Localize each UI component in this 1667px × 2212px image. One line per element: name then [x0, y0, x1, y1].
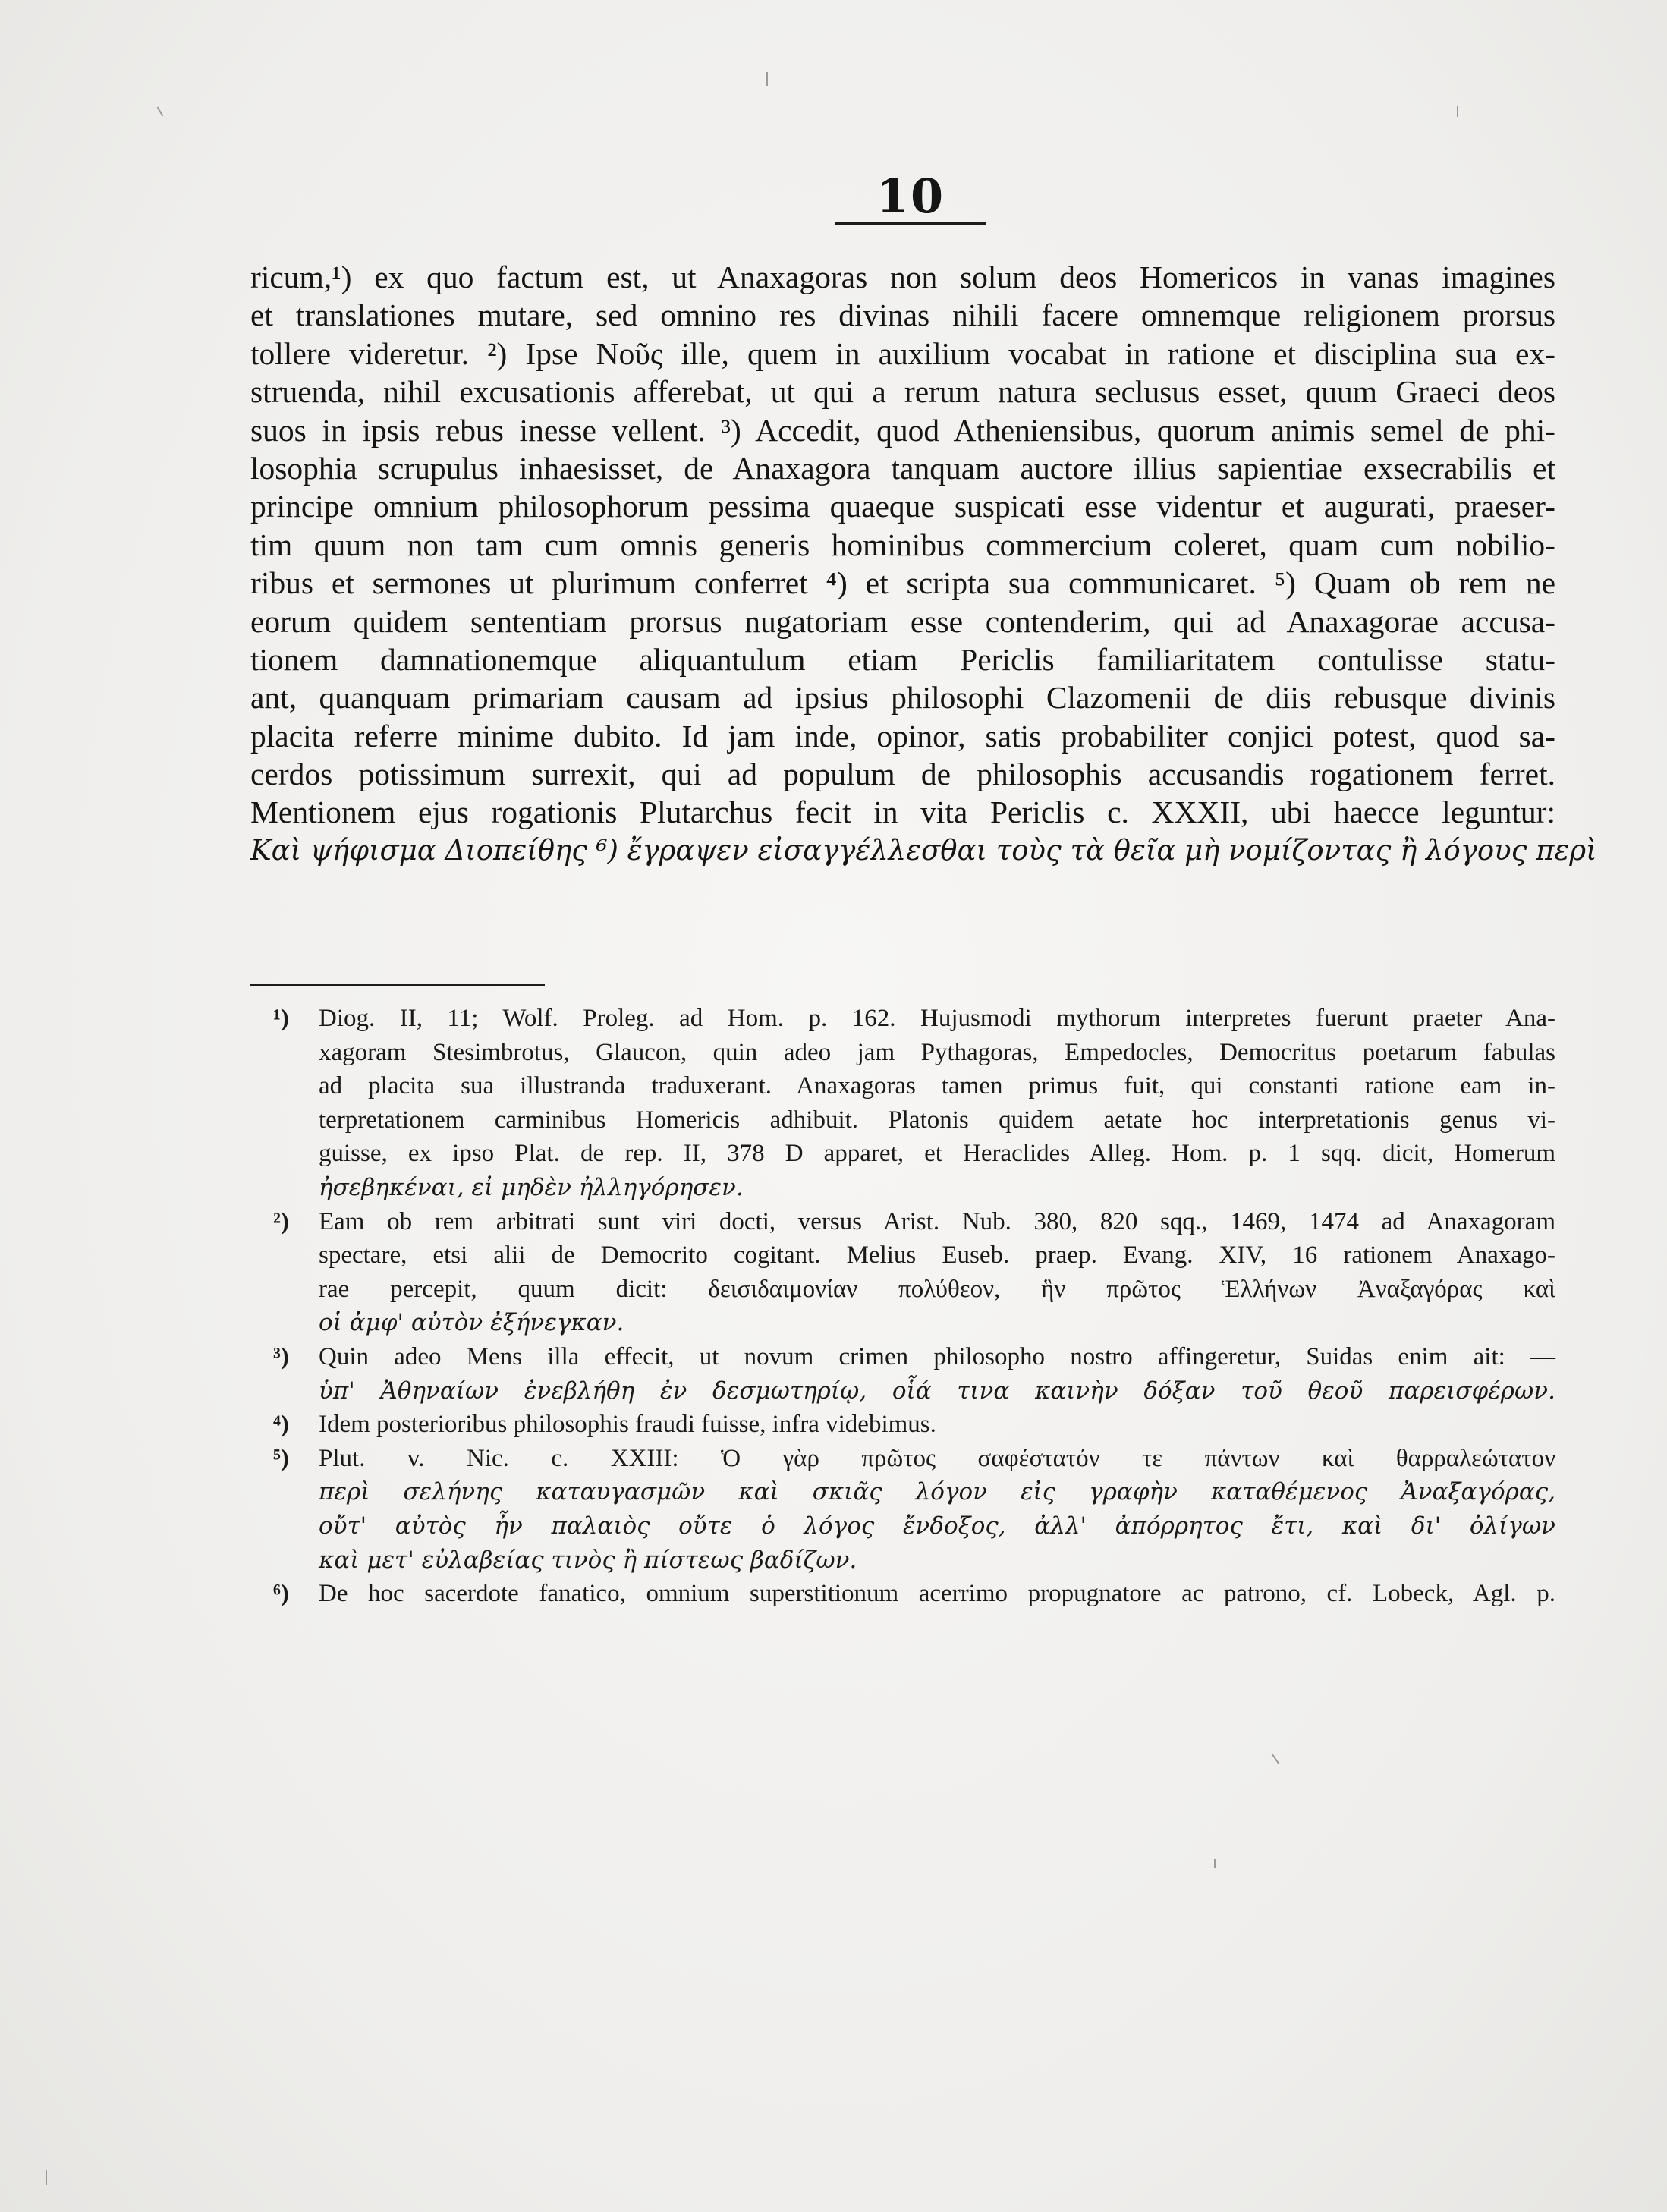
footnote-5	[273, 1442, 1555, 1476]
footnote-mark: ⁶)	[273, 1580, 289, 1608]
text-line: suos in ipsis rebus inesse vellent. ³) Accedit, quod Atheniensibus, quorum animis semel de phi-	[250, 412, 1555, 448]
footnote-2-cont	[273, 1238, 1555, 1273]
footnote-5-cont	[273, 1543, 1555, 1578]
footnote-line-greek: καὶ μετ' εὐλαβείας τινὸς ἢ πίστεως βαδίζων.	[319, 1546, 857, 1574]
footnote-line: De hoc sacerdote fanatico, omnium superstitionum acerrimo propugnatore ac patrono, cf. Lobeck, Agl. p.	[319, 1580, 1555, 1608]
text-line: tionem damnationemque aliquantulum etiam Periclis familiaritatem contulisse statu-	[250, 641, 1555, 677]
page-number-rule	[835, 222, 986, 225]
footnote-2	[273, 1205, 1555, 1239]
text-line: tim quum non tam cum omnis generis hominibus commercium coleret, quam cum nobilio-	[250, 527, 1555, 562]
footnote-line-greek: ὑπ' Ἀθηναίων ἐνεβλήθη ἐν δεσμωτηρίῳ, οἷά τινα καινὴν δόξαν τοῦ θεοῦ παρεισφέρων.	[319, 1377, 1555, 1405]
footnote-line: spectare, etsi alii de Democrito cogitant. Melius Euseb. praep. Evang. XIV, 16 rationem Anaxago-	[319, 1241, 1555, 1270]
paper-speck	[1214, 1859, 1216, 1868]
footnote-1-cont	[273, 1103, 1555, 1137]
paper-speck	[157, 106, 164, 116]
footnote-line-greek: οἱ ἀμφ' αὐτὸν ἐξήνεγκαν.	[319, 1309, 624, 1337]
footnote-line: rae percepit, quum dicit: δεισιδαιμονίαν πολύθεον, ἣν πρῶτος Ἑλλήνων Ἀναξαγόρας καὶ	[319, 1275, 1555, 1303]
footnote-6	[273, 1577, 1555, 1611]
footnote-mark: ⁴)	[273, 1411, 289, 1439]
footnote-line-greek: οὔτ' αὐτὸς ἦν παλαιὸς οὔτε ὁ λόγος ἔνδοξος, ἀλλ' ἀπόρρητος ἔτι, καὶ δι' ὀλίγων	[319, 1512, 1555, 1540]
footnotes	[273, 1002, 1555, 1611]
footnote-1-cont	[273, 1036, 1555, 1070]
text-line: tollere videretur. ²) Ipse Νοῦς ille, quem in auxilium vocabat in ratione et disciplina sua ex-	[250, 335, 1555, 371]
text-line: et translationes mutare, sed omnino res divinas nihili facere omnemque religionem prorsus	[250, 297, 1555, 333]
text-line: ribus et sermones ut plurimum conferret ⁴) et scripta sua communicaret. ⁵) Quam ob rem ne	[250, 565, 1555, 601]
main-text	[250, 258, 1597, 870]
footnote-3-cont	[273, 1374, 1555, 1408]
footnote-mark: ⁵)	[273, 1444, 289, 1472]
footnote-5-cont	[273, 1475, 1555, 1509]
footnote-mark: ¹)	[273, 1005, 289, 1032]
text-line: cerdos potissimum surrexit, qui ad populum de philosophis accusandis rogationem ferret.	[250, 757, 1555, 792]
footnote-line-greek: περὶ σελήνης καταυγασμῶν καὶ σκιᾶς λόγον εἰς γραφὴν καταθέμενος Ἀναξαγόρας,	[319, 1478, 1555, 1506]
paper-speck	[766, 72, 768, 86]
footnote-mark: ²)	[273, 1207, 289, 1235]
footnote-1-cont	[273, 1137, 1555, 1171]
paper-speck	[1272, 1754, 1280, 1764]
footnote-3	[273, 1340, 1555, 1374]
footnote-separator	[250, 984, 545, 986]
footnote-1	[273, 1002, 1555, 1036]
footnote-2-cont	[273, 1306, 1555, 1340]
footnote-line-greek: ἠσεβηκέναι, εἰ μηδὲν ἠλληγόρησεν.	[319, 1173, 744, 1201]
text-line: Mentionem ejus rogationis Plutarchus fecit in vita Periclis c. XXXII, ubi haecce leguntur:	[250, 794, 1555, 830]
paper-speck	[46, 2170, 47, 2185]
footnote-1-cont	[273, 1171, 1555, 1205]
page-number: 10	[876, 168, 945, 224]
text-line: losophia scrupulus inhaesisset, de Anaxagora tanquam auctore illius sapientiae exsecrabilis et	[250, 450, 1555, 486]
text-line: ant, quanquam primariam causam ad ipsius philosophi Clazomenii de diis rebusque divinis	[250, 680, 1555, 716]
text-line: eorum quidem sententiam prorsus nugatoriam esse contenderim, qui ad Anaxagorae accusa-	[250, 603, 1555, 639]
footnote-line: Diog. II, 11; Wolf. Proleg. ad Hom. p. 162. Hujusmodi mythorum interpretes fuerunt praeter Ana-	[319, 1005, 1555, 1032]
footnote-mark: ³)	[273, 1342, 289, 1370]
footnote-4	[273, 1408, 1555, 1442]
footnote-line: Eam ob rem arbitrati sunt viri docti, versus Arist. Nub. 380, 820 sqq., 1469, 1474 ad Anaxagoram	[319, 1207, 1555, 1235]
footnote-line: Plut. v. Nic. c. XXIII: Ὁ γὰρ πρῶτος σαφέστατόν τε πάντων καὶ θαρραλεώτατον	[319, 1444, 1555, 1472]
text-line-greek: Καὶ ψήφισμα Διοπείθης ⁶) ἔγραψεν εἰσαγγέλλεσθαι τοὺς τὰ θεῖα μὴ νομίζοντας ἢ λόγους περὶ	[250, 833, 1597, 867]
text-line: ricum,¹) ex quo factum est, ut Anaxagoras non solum deos Homericos in vanas imagines	[250, 260, 1555, 294]
footnote-line: guisse, ex ipso Plat. de rep. II, 378 D apparet, et Heraclides Alleg. Hom. p. 1 sqq. dicit, Homerum	[319, 1140, 1555, 1168]
footnote-line: ad placita sua illustranda traduxerant. Anaxagoras tamen primus fuit, qui constanti ratione eam in-	[319, 1072, 1555, 1100]
footnote-line: terpretationem carminibus Homericis adhibuit. Platonis quidem aetate hoc interpretationis genus vi-	[319, 1106, 1555, 1134]
paper-speck	[1457, 106, 1458, 117]
footnote-line: xagoram Stesimbrotus, Glaucon, quin adeo jam Pythagoras, Empedocles, Democritus poetarum fabulas	[319, 1038, 1555, 1066]
footnote-1-cont	[273, 1069, 1555, 1103]
footnote-line: Quin adeo Mens illa effecit, ut novum crimen philosopho nostro affingeretur, Suidas enim ait: —	[319, 1342, 1555, 1370]
footnote-5-cont	[273, 1509, 1555, 1543]
text-line: placita referre minime dubito. Id jam inde, opinor, satis probabiliter conjici potest, quod sa-	[250, 718, 1555, 754]
text-line: principe omnium philosophorum pessima quaeque suspicati esse videntur et augurati, praeser-	[250, 489, 1555, 524]
text-line: struenda, nihil excusationis afferebat, ut qui a rerum natura seclusus esset, quum Graeci deos	[250, 374, 1555, 410]
footnote-line: Idem posterioribus philosophis fraudi fuisse, infra videbimus.	[319, 1411, 936, 1439]
footnote-2-cont	[273, 1273, 1555, 1307]
